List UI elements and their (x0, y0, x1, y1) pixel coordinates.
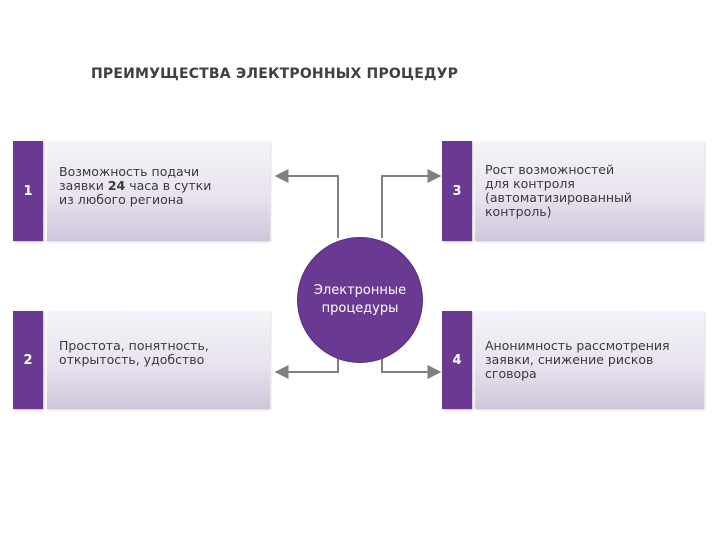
item-2-box (47, 311, 270, 409)
page-title: ПРЕИМУЩЕСТВА ЭЛЕКТРОННЫХ ПРОЦЕДУР (91, 66, 459, 82)
item-3-text: Рост возможностей для контроля (автоматизированный контроль) (485, 162, 633, 219)
item-2-text: Простота, понятность, открытость, удобство (59, 338, 209, 367)
center-label: Электронные процедуры (313, 283, 407, 316)
connector-to-item-1 (276, 176, 338, 238)
item-4-box (475, 311, 704, 409)
item-1-text: Возможность подачи заявки 24 часа в сутки из любого региона (59, 164, 212, 207)
center-circle (298, 238, 422, 362)
item-4-text: Анонимность рассмотрения заявки, снижение рисков сговора (485, 338, 670, 381)
item-1-box (47, 141, 270, 241)
item-2-number: 2 (13, 311, 43, 409)
item-3-box (475, 141, 704, 241)
item-4-number: 4 (442, 311, 472, 409)
item-3-number: 3 (442, 141, 472, 241)
connector-to-item-3 (382, 176, 440, 238)
item-1-number: 1 (13, 141, 43, 241)
